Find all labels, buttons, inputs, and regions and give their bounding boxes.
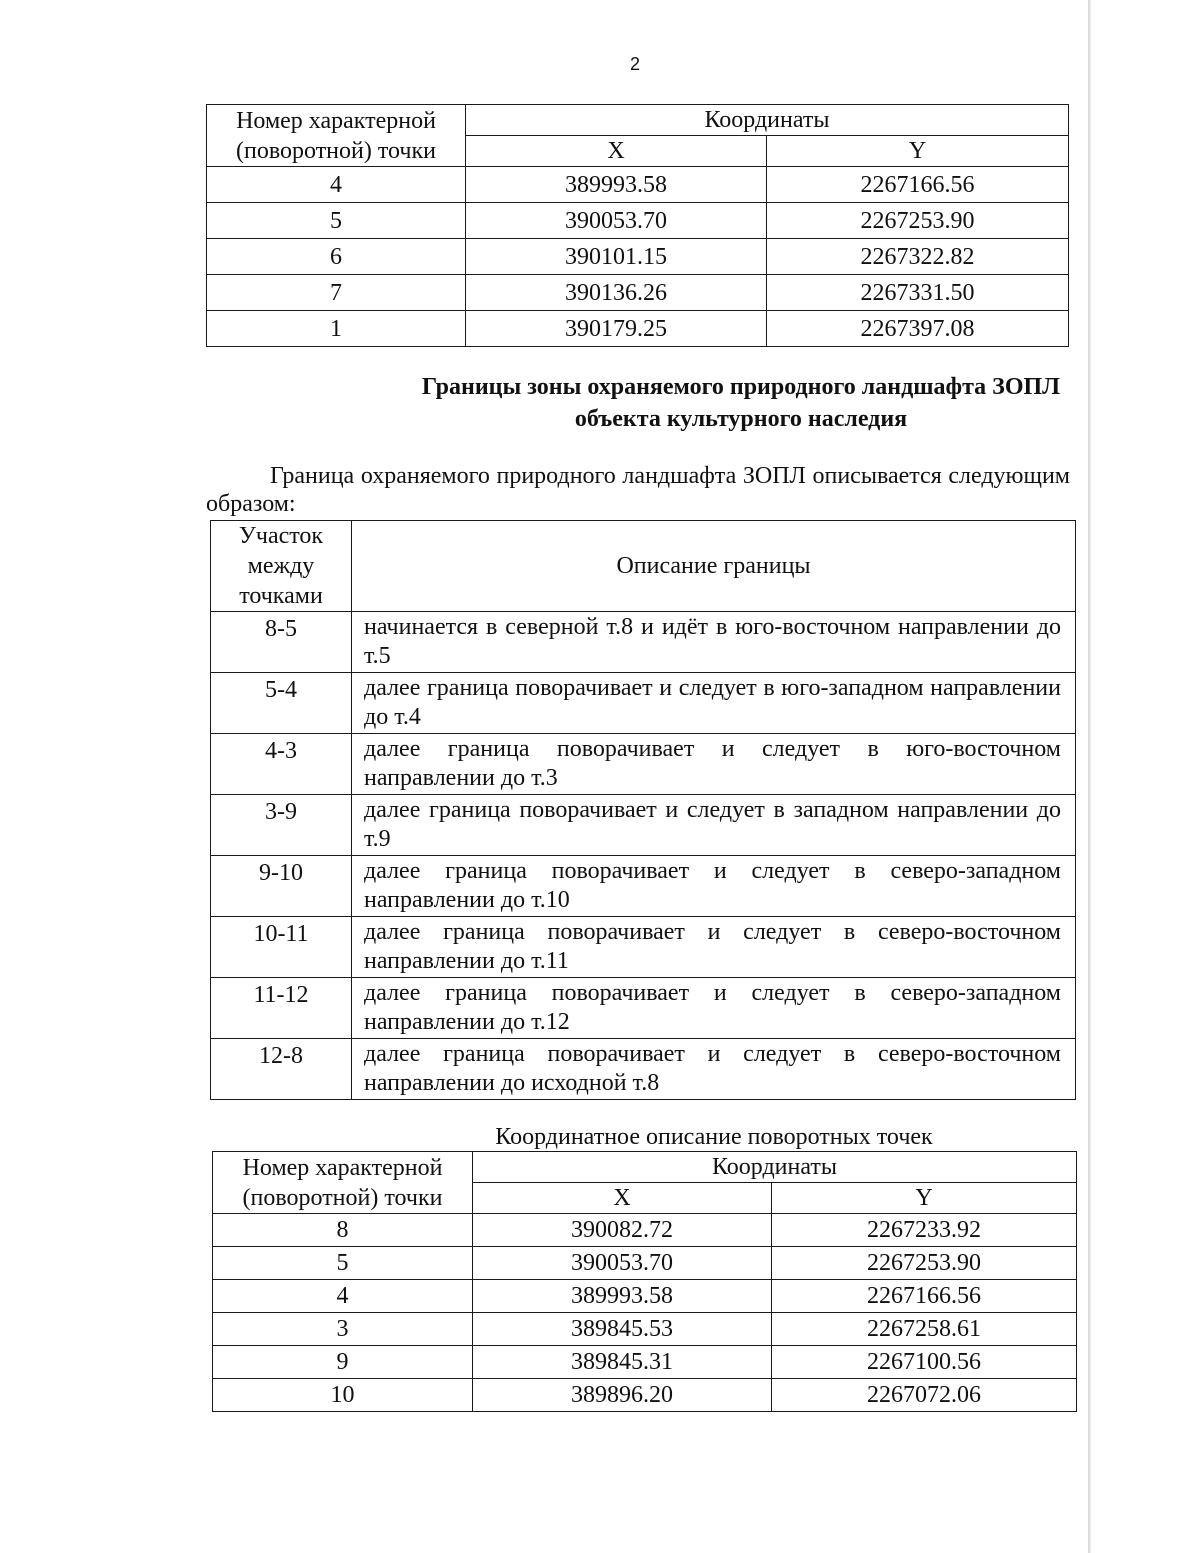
description-cell: далее граница поворачивает и следует в юго-западном направлении до т.4: [352, 673, 1076, 734]
table-row: [211, 612, 1076, 673]
scan-edge: [1088, 0, 1091, 1553]
table-row: [211, 1039, 1076, 1100]
y-cell: 2267166.56: [767, 167, 1069, 203]
table-row: [207, 239, 1069, 275]
point-cell: 3: [213, 1313, 473, 1346]
table-row: [207, 203, 1069, 239]
header-coordinates: Координаты: [466, 105, 1069, 136]
table-row: [211, 795, 1076, 856]
header-segment: [211, 521, 352, 612]
page-number: 2: [629, 54, 640, 74]
y-cell: 2267166.56: [772, 1280, 1077, 1313]
y-cell: 2267233.92: [772, 1214, 1077, 1247]
segment-cell: 4-3: [211, 734, 352, 795]
x-cell: 389845.31: [473, 1346, 772, 1379]
table-header-row: [207, 105, 1069, 136]
header-point: Номер характерной (поворотной) точки: [207, 105, 466, 167]
header-x: X: [466, 136, 767, 167]
description-cell: далее граница поворачивает и следует в юго-восточном направлении до т.3: [352, 734, 1076, 795]
table-header-row: [213, 1152, 1077, 1183]
segment-cell: 11-12: [211, 978, 352, 1039]
header-y: Y: [772, 1183, 1077, 1214]
x-cell: 390136.26: [466, 275, 767, 311]
y-cell: 2267100.56: [772, 1346, 1077, 1379]
y-cell: 2267397.08: [767, 311, 1069, 347]
coordinates-table-1: [206, 104, 1069, 347]
segment-cell: 5-4: [211, 673, 352, 734]
x-cell: 389845.53: [473, 1313, 772, 1346]
intro-paragraph: Граница охраняемого природного ландшафта ЗОПЛ описывается следующим образом:: [206, 463, 1070, 517]
x-cell: 390053.70: [473, 1247, 772, 1280]
point-cell: 4: [213, 1280, 473, 1313]
table-row: [207, 275, 1069, 311]
point-cell: 9: [213, 1346, 473, 1379]
table-row: [211, 978, 1076, 1039]
point-cell: 7: [207, 275, 466, 311]
table-row: [213, 1280, 1077, 1313]
x-cell: 389993.58: [466, 167, 767, 203]
x-cell: 390101.15: [466, 239, 767, 275]
header-description: Описание границы: [352, 521, 1076, 612]
description-cell: далее граница поворачивает и следует в северо-западном направлении до т.10: [352, 856, 1076, 917]
description-cell: далее граница поворачивает и следует в северо-восточном направлении до т.11: [352, 917, 1076, 978]
y-cell: 2267258.61: [772, 1313, 1077, 1346]
boundary-description-table: [210, 520, 1076, 1100]
table-row: [213, 1379, 1077, 1412]
table-row: [213, 1346, 1077, 1379]
description-cell: далее граница поворачивает и следует в северо-западном направлении до т.12: [352, 978, 1076, 1039]
point-cell: 5: [213, 1247, 473, 1280]
segment-cell: 9-10: [211, 856, 352, 917]
x-cell: 390082.72: [473, 1214, 772, 1247]
y-cell: 2267322.82: [767, 239, 1069, 275]
point-cell: 8: [213, 1214, 473, 1247]
table-row: [211, 673, 1076, 734]
header-segment-label: Участок между точками: [238, 523, 324, 609]
section-heading-line-1: Границы зоны охраняемого природного ландшафта ЗОПЛ: [421, 374, 1061, 400]
section-heading: [206, 371, 1200, 435]
coordinates-table-2-caption: Координатное описание поворотных точек: [495, 1124, 933, 1150]
table-row: [207, 311, 1069, 347]
header-y: Y: [767, 136, 1069, 167]
y-cell: 2267331.50: [767, 275, 1069, 311]
x-cell: 389896.20: [473, 1379, 772, 1412]
table-row: [211, 734, 1076, 795]
table-row: [213, 1214, 1077, 1247]
table-row: [211, 917, 1076, 978]
description-cell: далее граница поворачивает и следует в северо-восточном направлении до исходной т.8: [352, 1039, 1076, 1100]
section-heading-line-2: объекта культурного наследия: [574, 406, 908, 432]
x-cell: 390053.70: [466, 203, 767, 239]
x-cell: 389993.58: [473, 1280, 772, 1313]
point-cell: 5: [207, 203, 466, 239]
table-row: [213, 1313, 1077, 1346]
table-header-row: [211, 521, 1076, 612]
description-cell: далее граница поворачивает и следует в западном направлении до т.9: [352, 795, 1076, 856]
y-cell: 2267072.06: [772, 1379, 1077, 1412]
header-point: Номер характерной (поворотной) точки: [213, 1152, 473, 1214]
segment-cell: 10-11: [211, 917, 352, 978]
segment-cell: 12-8: [211, 1039, 352, 1100]
x-cell: 390179.25: [466, 311, 767, 347]
description-cell: начинается в северной т.8 и идёт в юго-восточном направлении до т.5: [352, 612, 1076, 673]
table-row: [211, 856, 1076, 917]
point-cell: 6: [207, 239, 466, 275]
header-coordinates: Координаты: [473, 1152, 1077, 1183]
table-row: [213, 1247, 1077, 1280]
segment-cell: 8-5: [211, 612, 352, 673]
y-cell: 2267253.90: [772, 1247, 1077, 1280]
table-row: [207, 167, 1069, 203]
coordinates-table-2: [212, 1151, 1077, 1412]
segment-cell: 3-9: [211, 795, 352, 856]
point-cell: 1: [207, 311, 466, 347]
header-x: X: [473, 1183, 772, 1214]
point-cell: 4: [207, 167, 466, 203]
point-cell: 10: [213, 1379, 473, 1412]
y-cell: 2267253.90: [767, 203, 1069, 239]
